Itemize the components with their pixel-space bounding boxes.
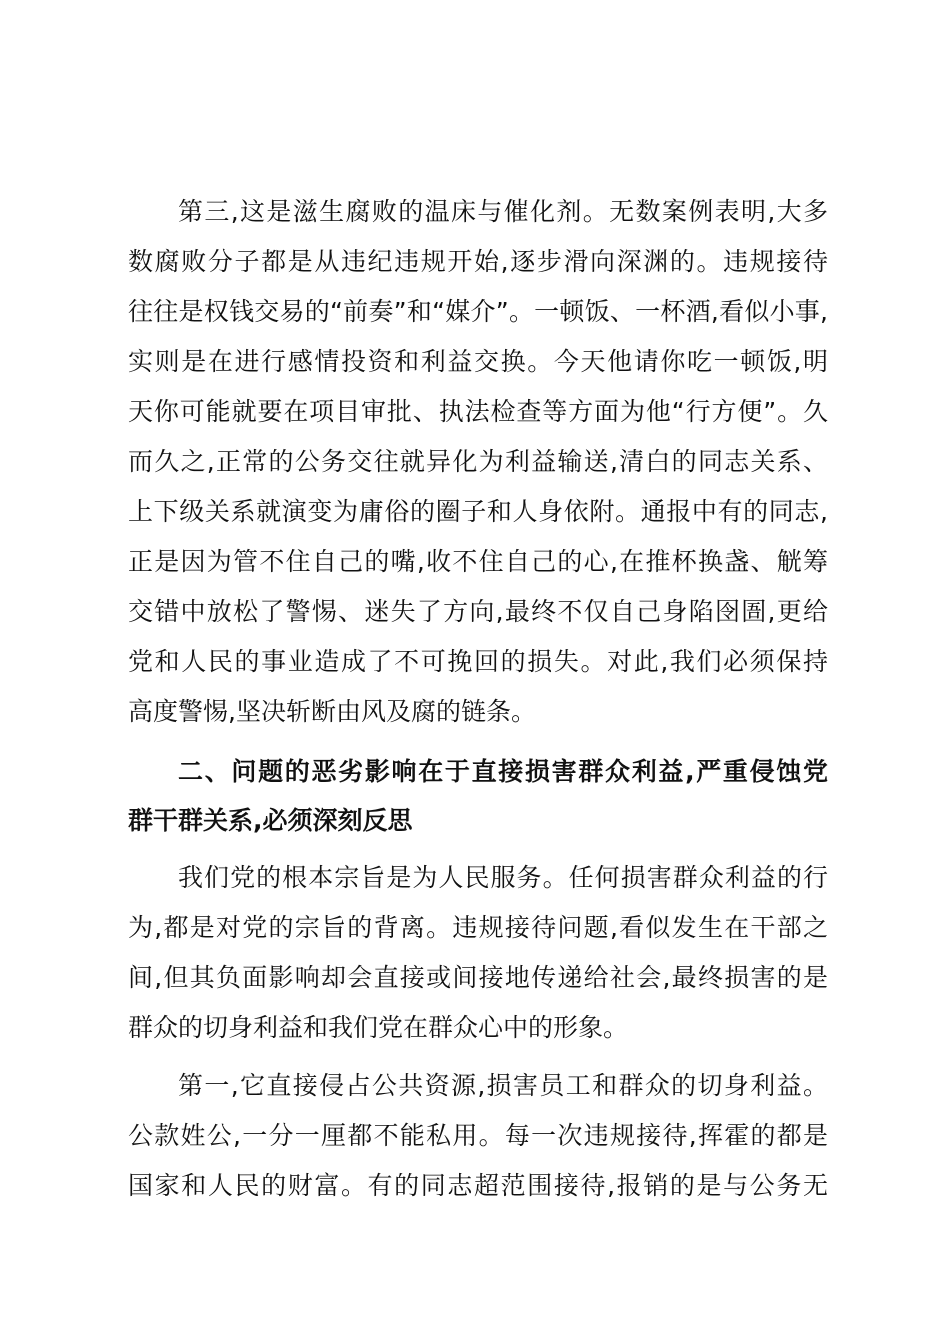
text-line: 实则是在进行感情投资和利益交换。今天他请你吃一顿饭,明 <box>128 347 828 376</box>
text-line: 群众的切身利益和我们党在群众心中的形象。 <box>128 1013 629 1042</box>
text-line: 我们党的根本宗旨是为人民服务。任何损害群众利益的行 <box>178 863 828 892</box>
text-line: 为,都是对党的宗旨的背离。违规接待问题,看似发生在干部之 <box>128 913 828 942</box>
text-line: 而久之,正常的公务交往就异化为利益输送,清白的同志关系、 <box>128 447 828 476</box>
text-line: 往往是权钱交易的“前奏”和“媒介”。一顿饭、一杯酒,看似小事, <box>128 297 828 326</box>
text-line: 间,但其负面影响却会直接或间接地传递给社会,最终损害的是 <box>128 963 828 992</box>
text-line: 第三,这是滋生腐败的温床与催化剂。无数案例表明,大多 <box>178 197 828 226</box>
heading-line: 二、问题的恶劣影响在于直接损害群众利益,严重侵蚀党 <box>178 757 828 786</box>
text-line: 高度警惕,坚决斩断由风及腐的链条。 <box>128 697 536 726</box>
text-line: 党和人民的事业造成了不可挽回的损失。对此,我们必须保持 <box>128 647 828 676</box>
text-line: 数腐败分子都是从违纪违规开始,逐步滑向深渊的。违规接待 <box>128 247 828 276</box>
text-line: 天你可能就要在项目审批、执法检查等方面为他“行方便”。久 <box>128 397 828 426</box>
heading-line: 群干群关系,必须深刻反思 <box>128 806 413 835</box>
text-line: 交错中放松了警惕、迷失了方向,最终不仅自己身陷囹圄,更给 <box>128 597 828 626</box>
text-line: 公款姓公,一分一厘都不能私用。每一次违规接待,挥霍的都是 <box>128 1121 828 1150</box>
text-line: 国家和人民的财富。有的同志超范围接待,报销的是与公务无 <box>128 1171 828 1200</box>
text-line: 上下级关系就演变为庸俗的圈子和人身依附。通报中有的同志, <box>128 497 828 526</box>
text-line: 第一,它直接侵占公共资源,损害员工和群众的切身利益。 <box>178 1071 828 1100</box>
text-line: 正是因为管不住自己的嘴,收不住自己的心,在推杯换盏、觥筹 <box>128 547 828 576</box>
